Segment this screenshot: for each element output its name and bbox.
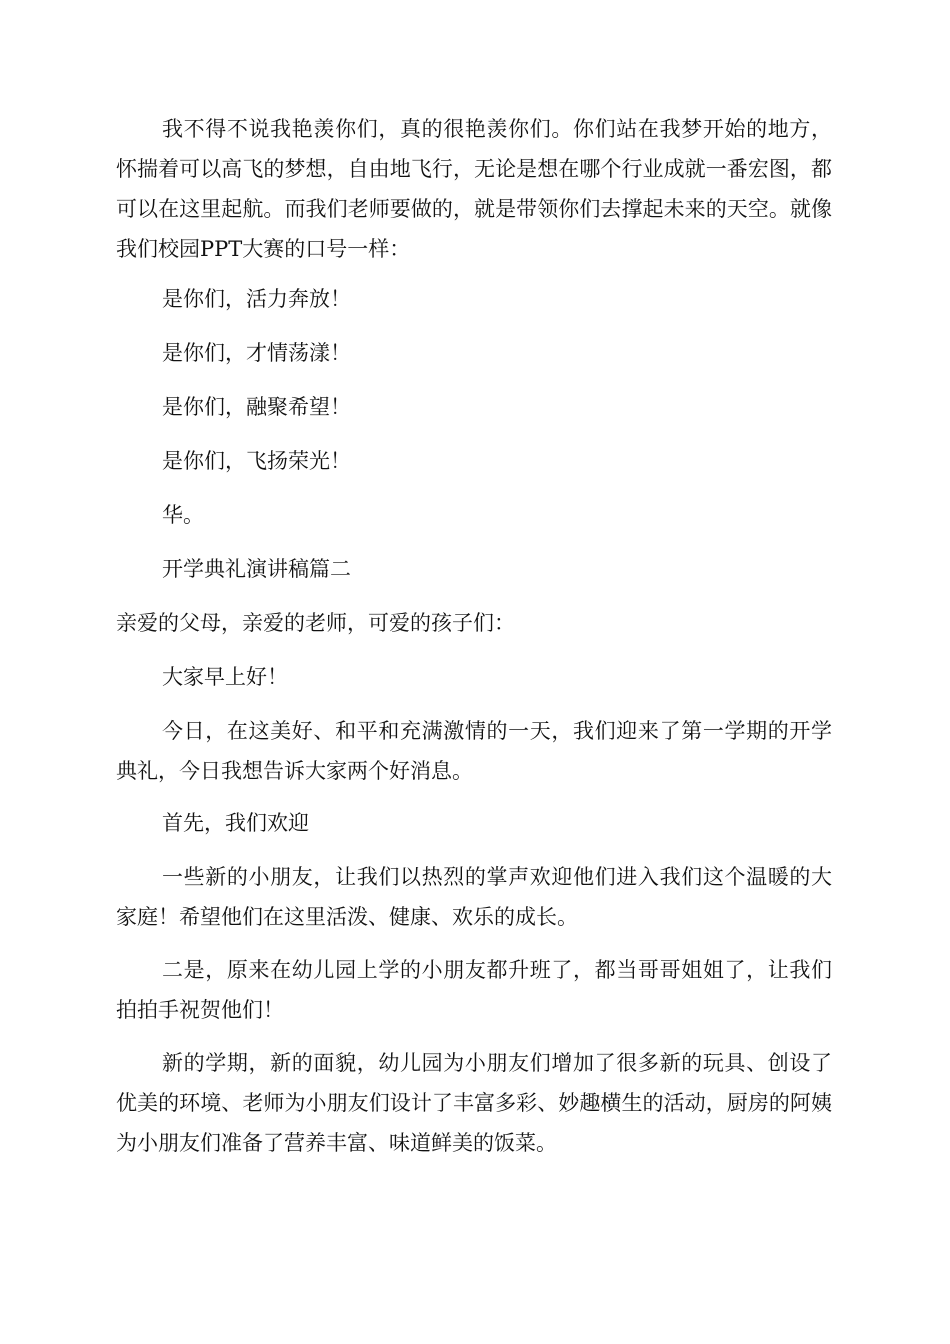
slogan-line-4: 是你们，飞扬荣光！ bbox=[162, 449, 351, 473]
paragraph-new-friends: 一些新的小朋友，让我们以热烈的掌声欢迎他们进入我们这个温暖的大家庭！希望他们在这里活泼、健康、欢乐的成长。 bbox=[116, 865, 832, 929]
salutation: 亲爱的父母，亲爱的老师，可爱的孩子们： bbox=[116, 611, 515, 635]
paragraph-envy-students: 我不得不说我艳羡你们，真的很艳羡你们。你们站在我梦开始的地方，怀揣着可以高飞的梦想，自由地飞行，无论是想在哪个行业成就一番宏图，都可以在这里起航。而我们老师要做的，就是带领你们去撑起未来的天空。就像我们校园PPT大赛的口号一样： bbox=[116, 117, 832, 261]
section-heading: 开学典礼演讲稿篇二 bbox=[162, 557, 351, 581]
paragraph-fragment: 华。 bbox=[162, 503, 204, 527]
greeting: 大家早上好！ bbox=[162, 665, 288, 689]
paragraph-first-welcome: 首先，我们欢迎 bbox=[162, 811, 309, 835]
slogan-line-2: 是你们，才情荡漾！ bbox=[162, 341, 351, 365]
paragraph-opening-ceremony: 今日，在这美好、和平和充满激情的一天，我们迎来了第一学期的开学典礼，今日我想告诉大家两个好消息。 bbox=[116, 719, 832, 783]
slogan-line-3: 是你们，融聚希望！ bbox=[162, 395, 351, 419]
paragraph-promotion: 二是，原来在幼儿园上学的小朋友都升班了，都当哥哥姐姐了，让我们拍拍手祝贺他们！ bbox=[116, 958, 832, 1022]
slogan-line-1: 是你们，活力奔放！ bbox=[162, 287, 351, 311]
paragraph-new-semester: 新的学期，新的面貌，幼儿园为小朋友们增加了很多新的玩具、创设了优美的环境、老师为小朋友们设计了丰富多彩、妙趣横生的活动，厨房的阿姨为小朋友们准备了营养丰富、味道鲜美的饭菜。 bbox=[116, 1051, 832, 1155]
